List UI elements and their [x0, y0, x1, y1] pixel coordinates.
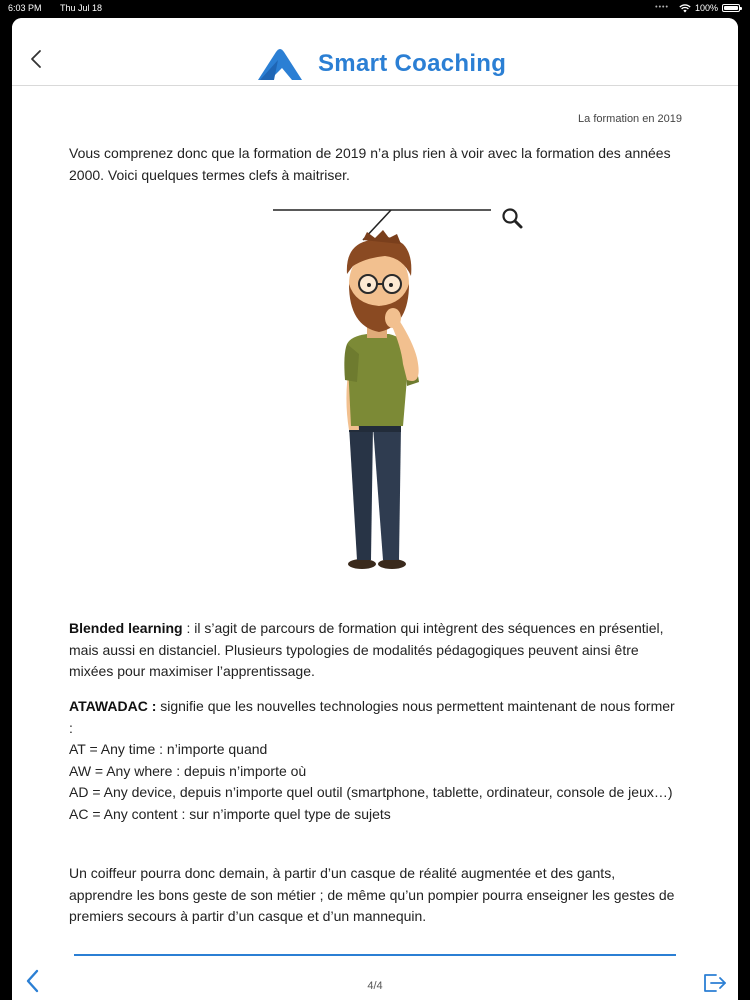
status-right — [655, 0, 740, 16]
page-indicator: 4/4 — [367, 980, 383, 992]
exit-icon — [705, 975, 725, 991]
list-item: AD = Any device, depuis n’importe quel outil (smartphone, tablette, ordinateur, console de jeux…) — [69, 784, 673, 800]
app-header — [12, 18, 738, 86]
thinking-man-illustration — [267, 204, 537, 574]
conclusion-paragraph: Un coiffeur pourra donc demain, à partir d’un casque de réalité augmentée et des gants, apprendre les bons geste de son métier ; de même qu’un pompier pourra enseigner les gestes de premiers secours à partir d’un casque et d’un mannequin. — [69, 865, 675, 924]
status-time: 6:03 PM — [8, 3, 42, 13]
lesson-content — [12, 86, 738, 940]
battery-icon — [722, 4, 740, 12]
section-tag: La formation en 2019 — [578, 113, 682, 125]
wifi-icon — [679, 4, 691, 13]
progress-bar — [74, 954, 676, 956]
signal-dots-icon: •••• — [655, 4, 669, 11]
list-item: AW = Any where : depuis n’importe où — [69, 762, 307, 779]
blended-term: Blended learning — [69, 620, 183, 636]
intro-paragraph: Vous comprenez donc que la formation de 2019 n’a plus rien à voir avec la formation des années 2000. Voici quelques termes clefs à maitriser. — [69, 145, 671, 183]
status-bar — [0, 0, 750, 16]
blended-learning-paragraph — [69, 618, 679, 683]
exit-button[interactable] — [702, 972, 728, 994]
lesson-footer — [12, 940, 738, 1000]
app-sheet — [12, 18, 738, 1000]
app-title: Smart Coaching — [318, 50, 507, 77]
status-date: Thu Jul 18 — [60, 3, 103, 13]
search-icon — [504, 210, 522, 228]
atawadac-text: signifie que les nouvelles technologies nous permettent maintenant de nous former : — [69, 698, 675, 736]
brand — [256, 44, 506, 84]
chevron-left-icon — [32, 51, 40, 67]
battery-percent: 100% — [694, 3, 718, 13]
back-button[interactable] — [26, 48, 48, 70]
atawadac-term: ATAWADAC : — [69, 698, 157, 714]
list-item: AC = Any content : sur n’importe quel type de sujets — [69, 805, 391, 822]
smart-coaching-logo-icon — [256, 46, 304, 82]
atawadac-paragraph — [69, 696, 679, 825]
blended-text: : il s’agit de parcours de formation qui intègrent des séquences en présentiel, mais aussi en distanciel. Plusieurs typologies de modalités pédagogiques peuvent ainsi être mixées pour maximiser l’apprentissage. — [69, 620, 664, 679]
list-item: AT = Any time : n’importe quand — [69, 741, 268, 757]
